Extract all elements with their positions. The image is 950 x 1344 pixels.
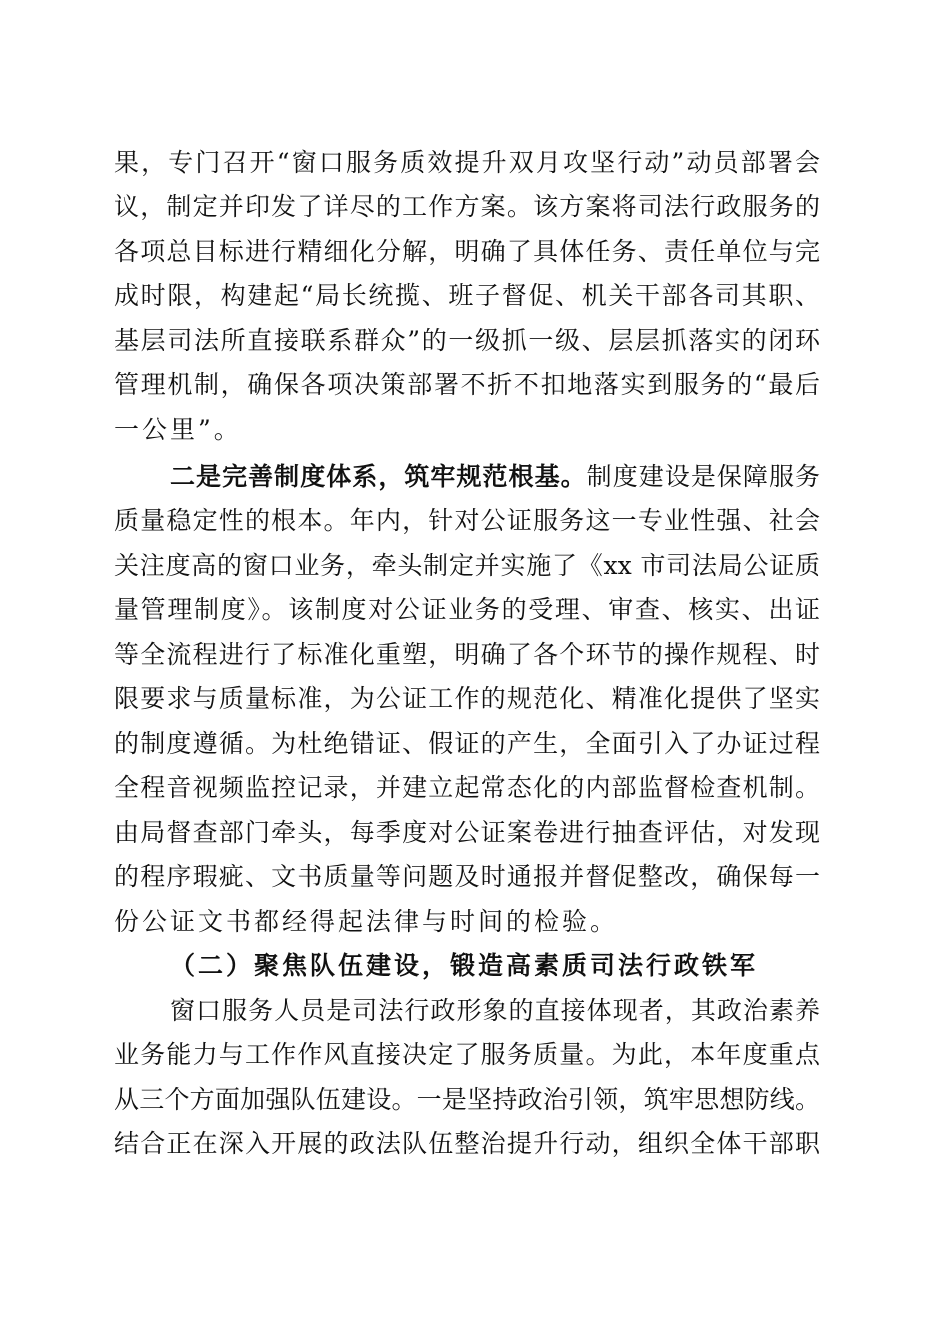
section-heading: （二）聚焦队伍建设，锻造高素质司法行政铁军	[170, 951, 759, 980]
paragraph-2-line: 限要求与质量标准，为公证工作的规范化、精准化提供了坚实	[114, 684, 820, 713]
paragraph-1-line: 议，制定并印发了详尽的工作方案。该方案将司法行政服务的	[114, 192, 820, 221]
paragraph-2-line: 关注度高的窗口业务，牵头制定并实施了《xx 市司法局公证质	[114, 551, 820, 580]
paragraph-3-line: 窗口服务人员是司法行政形象的直接体现者，其政治素养	[170, 996, 820, 1025]
paragraph-1-line: 基层司法所直接联系群众”的一级抓一级、层层抓落实的闭环	[114, 326, 820, 355]
paragraph-1-line: 一公里”。	[114, 415, 242, 444]
paragraph-3-line: 业务能力与工作作风直接决定了服务质量。为此，本年度重点	[114, 1040, 820, 1069]
paragraph-2-line: 量管理制度》。该制度对公证业务的受理、审查、核实、出证	[114, 595, 820, 624]
paragraph-2-line: 等全流程进行了标准化重塑，明确了各个环节的操作规程、时	[114, 640, 820, 669]
paragraph-1-line: 果，专门召开“窗口服务质效提升双月攻坚行动”动员部署会	[114, 148, 820, 177]
paragraph-2-line: 制度建设是保障服务	[586, 462, 820, 491]
paragraph-3-line: 从三个方面加强队伍建设。一是坚持政治引领，筑牢思想防线。	[114, 1085, 820, 1114]
paragraph-2-line: 质量稳定性的根本。年内，针对公证服务这一专业性强、社会	[114, 506, 820, 535]
paragraph-2-lead: 二是完善制度体系，筑牢规范根基。	[170, 462, 587, 491]
paragraph-1-line: 成时限，构建起“局长统揽、班子督促、机关干部各司其职、	[114, 281, 820, 310]
paragraph-3-line: 结合正在深入开展的政法队伍整治提升行动，组织全体干部职	[114, 1129, 820, 1158]
paragraph-2-first-line	[170, 455, 820, 499]
paragraph-2-line: 的制度遵循。为杜绝错证、假证的产生，全面引入了办证过程	[114, 729, 820, 758]
paragraph-1-line: 各项总目标进行精细化分解，明确了具体任务、责任单位与完	[114, 237, 820, 266]
paragraph-1-line: 管理机制，确保各项决策部署不折不扣地落实到服务的“最后	[114, 370, 820, 399]
paragraph-2-line: 的程序瑕疵、文书质量等问题及时通报并督促整改，确保每一	[114, 862, 820, 891]
paragraph-2-line: 由局督查部门牵头，每季度对公证案卷进行抽查评估，对发现	[114, 818, 820, 847]
paragraph-2-line: 份公证文书都经得起法律与时间的检验。	[114, 907, 619, 936]
paragraph-2-line: 全程音视频监控记录，并建立起常态化的内部监督检查机制。	[114, 773, 820, 802]
